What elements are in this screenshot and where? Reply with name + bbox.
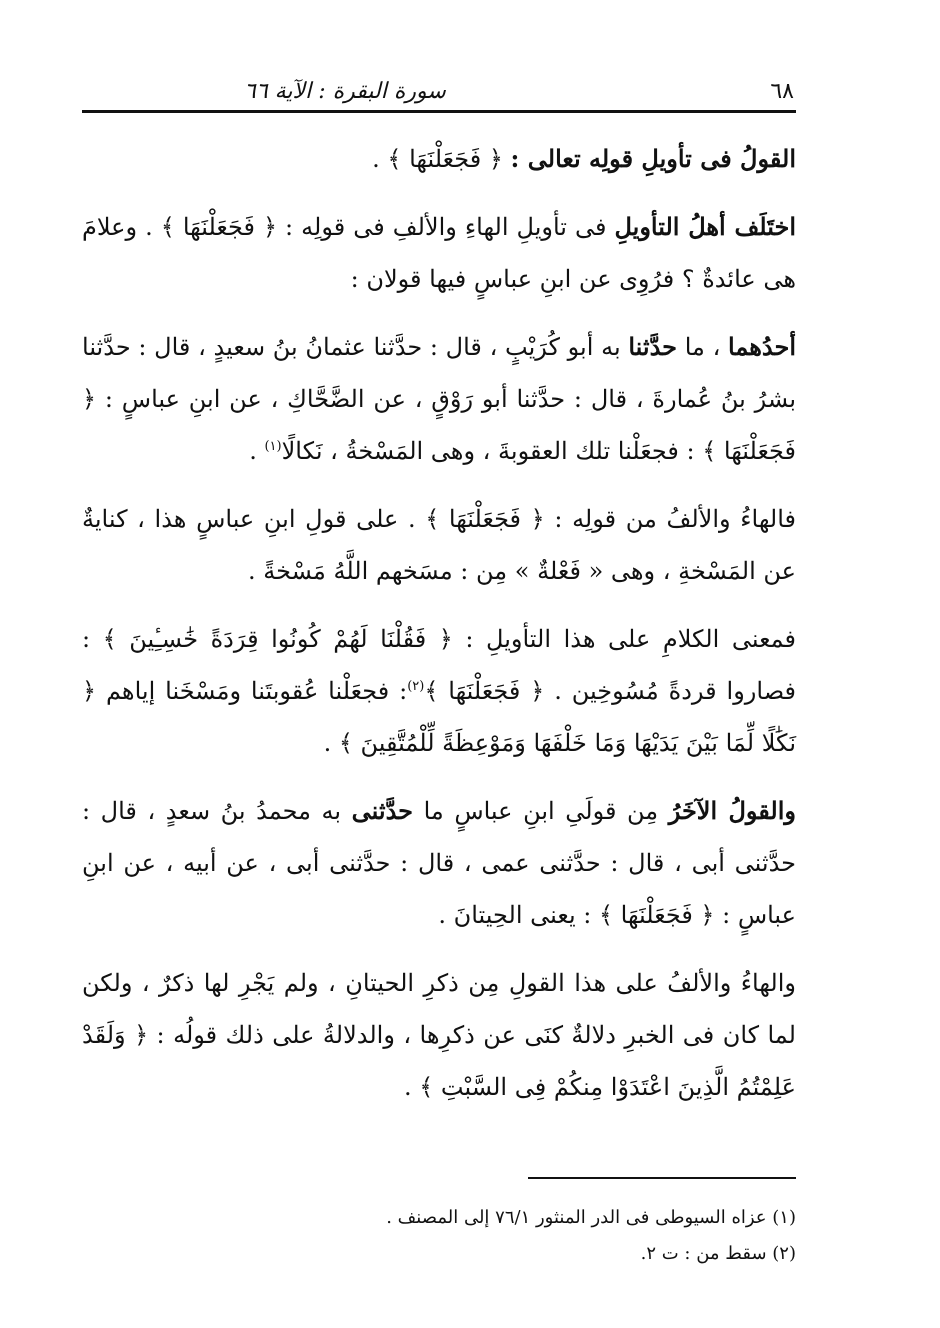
- paragraph-text: والهاءُ والألفُ على هذا القولِ مِن ذكرِ الحيتانِ ، ولم يَجْرِ لها ذكرٌ ، ولكن لما كان فى الخبرِ دلالةٌ كنَى عن ذكرِها ، والدلالةُ على ذلك قولُه : ﴿ وَلَقَدْ عَلِمْتُمُ الَّذِينَ اعْتَدَوْا مِنكُمْ فِى السَّبْتِ ﴾ .: [82, 969, 796, 1101]
- paragraph-text: فمعنى الكلامِ على هذا التأويلِ : ﴿ فَقُلْنَا لَهُمْ كُونُوا قِرَدَةً خَٰسِـِٔينَ ﴾ : فصاروا قردةً مُسُوخِين . ﴿ فَجَعَلْنَهَا ﴾: [82, 625, 796, 705]
- paragraph-text: ، ما: [677, 333, 729, 361]
- bold-phrase: اختَلَف أهلُ التأويلِ: [614, 212, 796, 241]
- footnote-ref[interactable]: (٢): [407, 679, 425, 694]
- footnote-ref[interactable]: (١): [264, 439, 282, 454]
- bold-phrase: أحدُهما: [728, 332, 796, 361]
- paragraph-1: [82, 133, 796, 185]
- bold-phrase: حدَّثنا: [628, 332, 678, 361]
- paragraph-text: به محمدُ بنُ سعدٍ ، قال : حدَّثنى أبى ، قال : حدَّثنى عمى ، قال : حدَّثنى أبى ، عن أبيه ، عن ابنِ عباسٍ : ﴿ فَجَعَلْنَهَا ﴾ : يعنى الحِيتانَ .: [82, 797, 796, 929]
- paragraph-text: به أبو كُرَيْبٍ ، قال : حدَّثنا عثمانُ بنُ سعيدٍ ، قال : حدَّثنا بشرُ بنُ عُمارةَ ، قال : حدَّثنا أبو رَوْقٍ ، عن الضَّحَّاكِ ، عن ابنِ عباسٍ : ﴿ فَجَعَلْنَهَا ﴾ : فجعَلْنا تلك العقوبةَ ، وهى المَسْخةُ ، نَكالًا: [82, 333, 796, 465]
- page-number: ٦٨: [770, 79, 794, 104]
- book-page: [82, 60, 796, 1129]
- page-body: [82, 133, 796, 1113]
- paragraph-text: مِن قولَىِ ابنِ عباسٍ ما: [413, 797, 669, 825]
- bold-phrase: والقولُ الآخَرُ: [668, 796, 796, 825]
- footnotes: [82, 1200, 796, 1272]
- paragraph-3: [82, 321, 796, 477]
- heading-text: القولُ فى تأويلِ قولِه تعالى :: [510, 144, 796, 173]
- page-header: [82, 60, 796, 113]
- footnote-1: (١) عزاه السيوطى فى الدر المنثور ٧٦/١ إلى المصنف .: [386, 1207, 796, 1228]
- paragraph-text: ﴿ فَجَعَلْنَهَا ﴾ .: [372, 145, 511, 173]
- running-title: سورة البقرة : الآية ٦٦: [244, 79, 446, 104]
- bold-phrase: حدَّثنى: [351, 796, 414, 825]
- paragraph-text: .: [249, 437, 265, 465]
- footnote-2: (٢) سقط من : ت ٢.: [640, 1243, 796, 1264]
- paragraph-7: [82, 957, 796, 1113]
- footnote-separator: [528, 1177, 796, 1179]
- paragraph-6: [82, 785, 796, 941]
- paragraph-text: : فجعَلْنا عُقوبتَنا ومَسْخَنا إياهم ﴿ نَكَٰلًا لِّمَا بَيْنَ يَدَيْهَا وَمَا خَلْفَهَا وَمَوْعِظَةً لِّلْمُتَّقِينَ ﴾ .: [82, 677, 796, 757]
- paragraph-text: فى تأويلِ الهاءِ والألفِ فى قولِه : ﴿ فَجَعَلْنَهَا ﴾ . وعلامَ هى عائدةٌ ؟ فرُوِى عن ابنِ عباسٍ فيها قولان :: [82, 213, 796, 293]
- paragraph-text: فالهاءُ والألفُ من قولِه : ﴿ فَجَعَلْنَهَا ﴾ . على قولِ ابنِ عباسٍ هذا ، كنايةٌ عن المَسْخةِ ، وهى « فَعْلةٌ » مِن : مسَخهم اللَّهُ مَسْخةً .: [82, 505, 796, 585]
- paragraph-2: [82, 201, 796, 305]
- paragraph-5: [82, 613, 796, 769]
- paragraph-4: [82, 493, 796, 597]
